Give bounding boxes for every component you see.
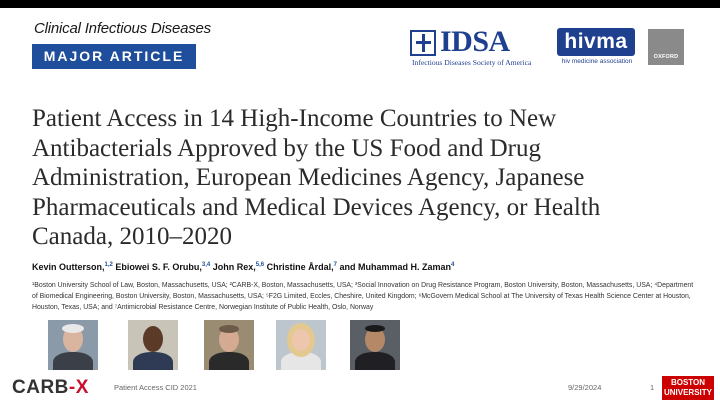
idsa-cross-icon [410, 30, 436, 56]
idsa-logo-text: IDSA [440, 25, 510, 58]
hivma-logo-subtitle: hiv medicine association [561, 58, 633, 65]
author-affiliation-mark: 4 [451, 262, 455, 268]
author-photo-outterson [48, 320, 98, 370]
author-affiliation-mark: 3,4 [201, 262, 211, 268]
author-affiliation-mark: 1,2 [104, 262, 113, 268]
hivma-logo [557, 28, 637, 68]
article-title: Patient Access in 14 High-Income Countries to New Antibacterials Approved by the US Food and Drug Administration, European Medicines Agency, Japanese Pharmaceuticals and Medical Devices Agency, or Health Canada, 2010–2020 [32, 105, 601, 250]
hivma-logo-text: hivma [557, 28, 635, 56]
author-name: Kevin Outterson, [32, 262, 105, 272]
author-name: and Muhammad H. Zaman [339, 262, 452, 272]
idsa-logo [410, 25, 548, 68]
boston-university-logo [662, 376, 714, 400]
idsa-logo-subtitle: Infectious Diseases Society of America [412, 58, 532, 67]
author-affiliation-mark: 5,6 [255, 262, 265, 268]
author-photo-rex [204, 320, 254, 370]
author-name: Christine Årdal, [266, 262, 334, 272]
bu-logo-line2: UNIVERSITY [663, 388, 712, 397]
author-list [32, 262, 692, 272]
carbx-logo-accent: -X [68, 377, 89, 398]
carbx-logo [12, 377, 89, 399]
footer-slide-number: 1 [650, 383, 655, 392]
oxford-logo: OXFORD [648, 29, 684, 65]
author-name: John Rex, [212, 262, 256, 272]
author-name: Ebiowei S. F. Orubu, [115, 262, 202, 272]
top-black-bar [0, 0, 720, 8]
author-photo-orubu [128, 320, 178, 370]
article-type-banner: MAJOR ARTICLE [32, 44, 196, 69]
footer-date: 9/29/2024 [568, 383, 602, 392]
journal-name: Clinical Infectious Diseases [34, 20, 211, 37]
author-photo-ardal [276, 320, 326, 370]
author-photo-zaman [350, 320, 400, 370]
carbx-logo-text: CARB [12, 377, 69, 398]
affiliations: ¹Boston University School of Law, Boston, Massachusetts, USA; ²CARB-X, Boston, Massachusetts, USA; ³Social Innovation on Drug Resistance Program, Boston University, Boston, Massachusetts, USA; ⁴Department of Biomedical Engineering, Boston University, Boston, Massachusetts, USA; ⁵F2G Limited, Eccles, Cheshire, United Kingdom; ⁶McGovern Medical School at The University of Texas Health Science Center at Houston, Houston, Texas, USA; and ⁷Antimicrobial Resistance Centre, Norwegian Institute of Public Health, Oslo, Norway [32, 282, 694, 311]
bu-logo-line1: BOSTON [670, 378, 706, 387]
author-affiliation-mark: 7 [333, 262, 337, 268]
footer-presentation-name: Patient Access CID 2021 [114, 383, 197, 392]
